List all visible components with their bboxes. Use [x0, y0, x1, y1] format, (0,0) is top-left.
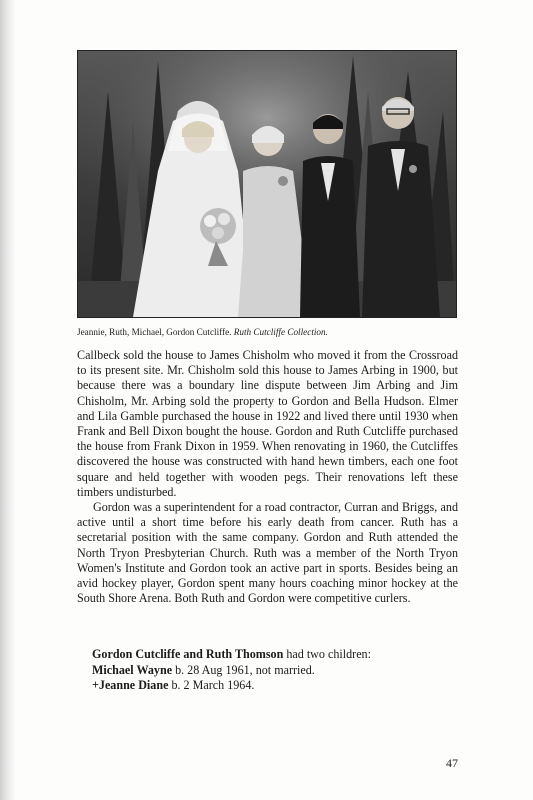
- child-1-name: Michael Wayne: [92, 662, 173, 677]
- paragraph-gordon-ruth: Gordon was a superintendent for a road contractor, Curran and Briggs, and active until a short time before his early death from cancer. Ruth has a secretarial position with the same company. Gordon and Ruth attended the North Tryon Presbyterian Church. Ruth was a member of the North Tryon Women's Institute and Gordon took an active part in sports. Besides being an avid hockey player, Gordon spent many hours coaching minor hockey at the South Shore Arena. Both Ruth and Gordon were competitive curlers.: [77, 500, 458, 606]
- child-2-name: +Jeanne Diane: [92, 678, 169, 692]
- child-1-details: b. 28 Aug 1961, not married.: [172, 662, 315, 677]
- family-child-1: [92, 663, 458, 679]
- body-text: [77, 348, 458, 606]
- caption-names: Jeannie, Ruth, Michael, Gordon Cutcliffe.: [77, 327, 232, 337]
- wedding-photo-illustration: [78, 51, 456, 317]
- caption-credit: Ruth Cutcliffe Collection.: [233, 327, 328, 337]
- page-edge-shadow: [0, 0, 16, 800]
- family-photo: [77, 50, 457, 318]
- family-parents: Gordon Cutcliffe and Ruth Thomson: [92, 647, 284, 661]
- family-record: [92, 647, 458, 694]
- family-parents-line: [92, 647, 458, 663]
- child-2-details: b. 2 March 1964.: [168, 678, 255, 692]
- paragraph-house-history: Callbeck sold the house to James Chisholm who moved it from the Crossroad to its present site. Mr. Chisholm sold this house to James Arbing in 1900, but because there was a boundary line dispute between Jim Arbing and Jim Chisholm, Mr. Arbing sold the property to Gordon and Bella Hudson. Elmer and Lila Gamble purchased the house in 1922 and lived there until 1930 when Frank and Bell Dixon bought the house. Gordon and Ruth Cutcliffe purchased the house from Frank Dixon in 1959. When renovating in 1960, the Cutcliffes discovered the house was constructed with hand hewn timbers, each one foot square and held together with wooden pegs. Their renovations left these timbers undisturbed.: [77, 348, 458, 499]
- photo-caption: [77, 326, 477, 338]
- page-number: 47: [446, 756, 458, 770]
- family-parents-suffix: had two children:: [283, 647, 371, 661]
- family-child-2: [92, 678, 458, 694]
